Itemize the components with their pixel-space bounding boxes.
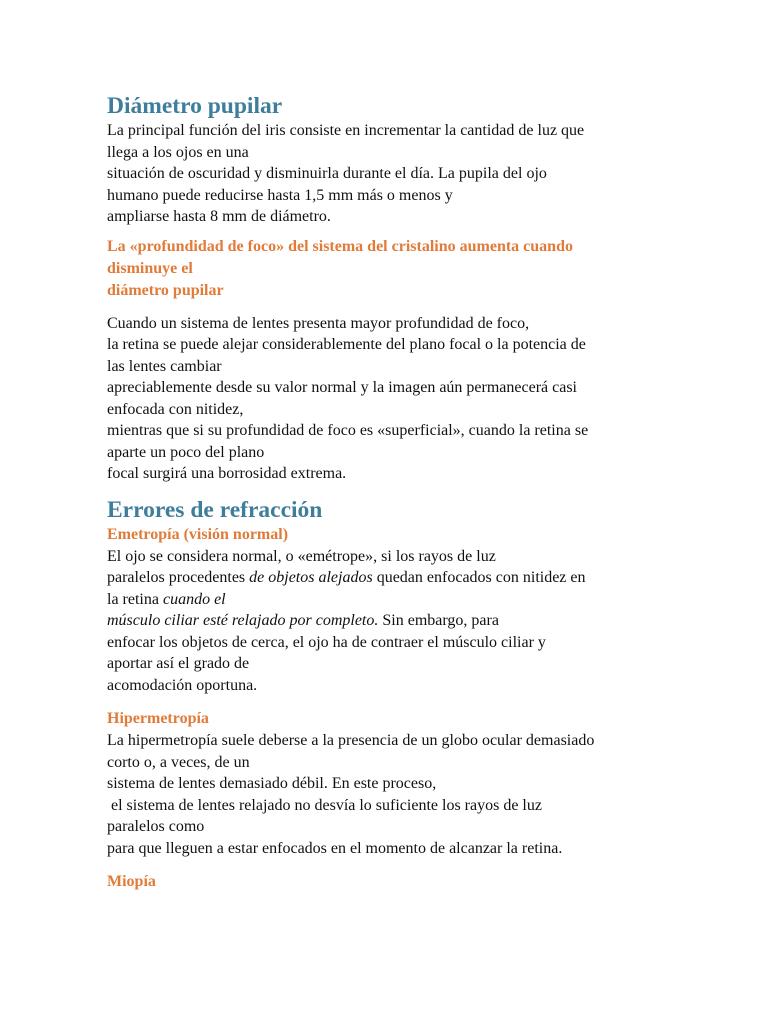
italic-run: de objetos alejados (249, 569, 373, 586)
text-line: el sistema de lentes relajado no desvía lo suficiente los rayos de luz (107, 796, 542, 814)
text-line (107, 610, 667, 632)
text-line: paralelos como (107, 818, 205, 835)
text-line: la retina se puede alejar considerablemente del plano focal o la potencia de (107, 336, 586, 353)
heading-emetropia: Emetropía (visión normal) (107, 525, 289, 543)
italic-run: cuando el (162, 590, 226, 608)
text-run: la retina (107, 590, 163, 608)
italic-run: músculo ciliar esté relajado por completo. (107, 612, 379, 629)
text-line (107, 589, 667, 611)
text-line: sistema de lentes demasiado débil. En este proceso, (107, 775, 437, 792)
paragraph-iris-function (107, 120, 667, 228)
text-run: Sin embargo, para (378, 612, 499, 629)
text-line: mientras que si su profundidad de foco es «superficial», cuando la retina se (107, 422, 589, 439)
text-line: las lentes cambiar (107, 357, 222, 375)
document-page (107, 92, 667, 893)
heading-miopia: Miopía (107, 873, 156, 890)
text-line: La hipermetropía suele deberse a la presencia de un globo ocular demasiado (107, 732, 595, 749)
heading-hipermetropia: Hipermetropía (107, 710, 209, 727)
text-line: focal surgirá una borrosidad extrema. (107, 465, 347, 482)
heading-line: diámetro pupilar (107, 281, 224, 299)
text-line: La principal función del iris consiste en incrementar la cantidad de luz que (107, 122, 585, 139)
heading-line: La «profundidad de foco» del sistema del cristalino aumenta cuando (107, 237, 573, 255)
paragraph-emetropia (107, 546, 667, 697)
text-line: El ojo se considera normal, o «emétrope», si los rayos de luz (107, 547, 496, 565)
text-line: ampliarse hasta 8 mm de diámetro. (107, 208, 331, 225)
heading-diametro-pupilar: Diámetro pupilar (107, 93, 283, 119)
text-line: situación de oscuridad y disminuirla durante el día. La pupila del ojo (107, 165, 547, 182)
text-run: paralelos procedentes (107, 569, 250, 586)
text-run: quedan enfocados con nitidez en (372, 569, 586, 586)
text-line: apreciablemente desde su valor normal y la imagen aún permanecerá casi (107, 379, 577, 396)
paragraph-hipermetropia (107, 730, 667, 859)
text-line: para que lleguen a estar enfocados en el momento de alcanzar la retina. (107, 839, 563, 857)
text-line: humano puede reducirse hasta 1,5 mm más o menos y (107, 186, 453, 204)
text-line: enfocada con nitidez, (107, 400, 244, 418)
text-line: aportar así el grado de (107, 655, 250, 672)
text-line (107, 567, 667, 589)
heading-profundidad-de-foco (107, 236, 667, 302)
text-line: aparte un poco del plano (107, 443, 265, 461)
heading-line: disminuye el (107, 259, 193, 277)
text-line: Cuando un sistema de lentes presenta mayor profundidad de foco, (107, 314, 530, 332)
text-line: enfocar los objetos de cerca, el ojo ha de contraer el músculo ciliar y (107, 633, 546, 651)
heading-errores-de-refraccion: Errores de refracción (107, 496, 323, 523)
text-line: acomodación oportuna. (107, 676, 258, 694)
text-line: corto o, a veces, de un (107, 753, 250, 771)
paragraph-depth-of-focus (107, 313, 667, 485)
text-line: llega a los ojos en una (107, 143, 249, 161)
